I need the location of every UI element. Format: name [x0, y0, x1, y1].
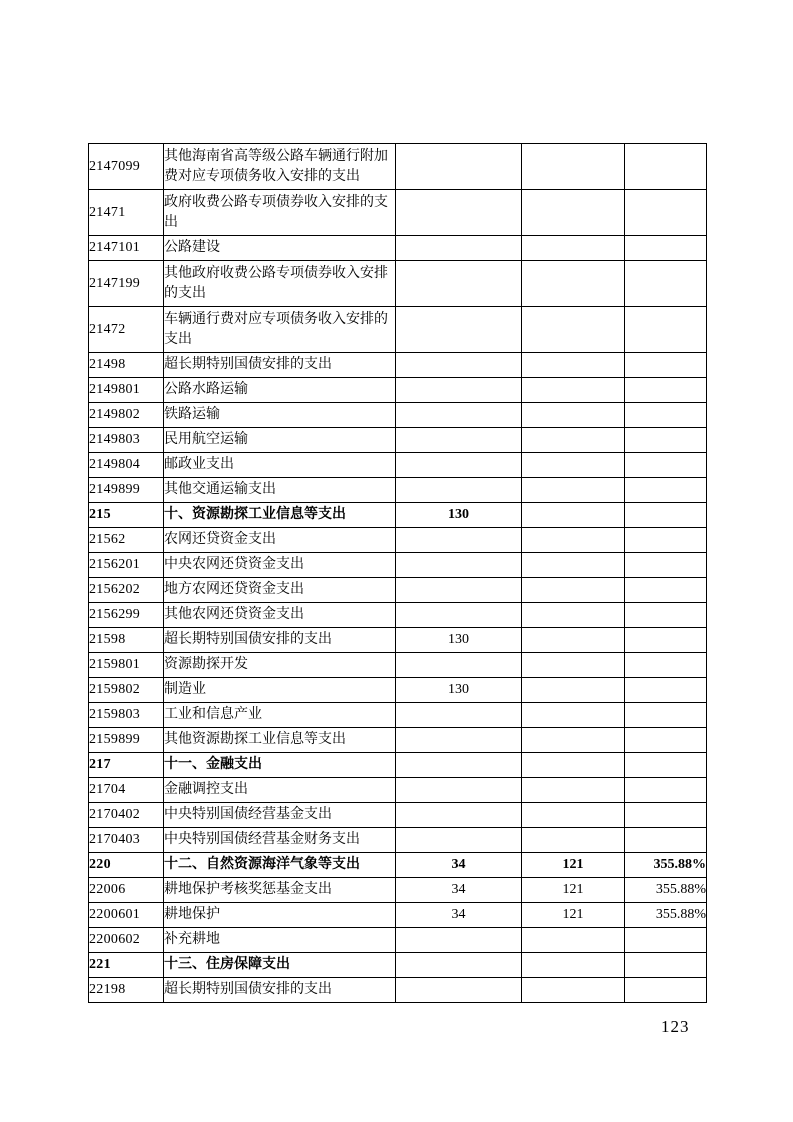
budget-table-body — [89, 144, 707, 1003]
percent-cell — [625, 528, 707, 553]
value1-cell — [396, 190, 522, 236]
description-cell: 十、资源勘探工业信息等支出 — [164, 503, 396, 528]
code-cell: 2147199 — [89, 261, 164, 307]
table-row — [89, 903, 707, 928]
table-row — [89, 261, 707, 307]
value2-cell — [522, 978, 625, 1003]
table-row — [89, 403, 707, 428]
value2-cell — [522, 353, 625, 378]
table-row — [89, 703, 707, 728]
code-cell: 21471 — [89, 190, 164, 236]
percent-cell — [625, 678, 707, 703]
value1-cell — [396, 478, 522, 503]
description-cell: 金融调控支出 — [164, 778, 396, 803]
value2-cell — [522, 778, 625, 803]
description-cell: 民用航空运输 — [164, 428, 396, 453]
description-cell: 耕地保护 — [164, 903, 396, 928]
percent-cell — [625, 503, 707, 528]
value1-cell — [396, 453, 522, 478]
percent-cell: 355.88% — [625, 853, 707, 878]
table-row — [89, 978, 707, 1003]
code-cell: 217 — [89, 753, 164, 778]
value2-cell: 121 — [522, 853, 625, 878]
value2-cell — [522, 828, 625, 853]
code-cell: 2147099 — [89, 144, 164, 190]
code-cell: 21472 — [89, 307, 164, 353]
code-cell: 2147101 — [89, 236, 164, 261]
code-cell: 2149804 — [89, 453, 164, 478]
description-cell: 其他农网还贷资金支出 — [164, 603, 396, 628]
percent-cell — [625, 236, 707, 261]
description-cell: 车辆通行费对应专项债务收入安排的支出 — [164, 307, 396, 353]
value1-cell: 130 — [396, 503, 522, 528]
description-cell: 中央特别国债经营基金财务支出 — [164, 828, 396, 853]
table-row — [89, 828, 707, 853]
value2-cell — [522, 653, 625, 678]
table-row — [89, 553, 707, 578]
description-cell: 工业和信息产业 — [164, 703, 396, 728]
value1-cell — [396, 603, 522, 628]
value1-cell — [396, 353, 522, 378]
code-cell: 2149899 — [89, 478, 164, 503]
value1-cell — [396, 828, 522, 853]
table-row — [89, 144, 707, 190]
percent-cell — [625, 453, 707, 478]
description-cell: 地方农网还贷资金支出 — [164, 578, 396, 603]
value2-cell — [522, 753, 625, 778]
percent-cell — [625, 978, 707, 1003]
value2-cell — [522, 728, 625, 753]
code-cell: 2159803 — [89, 703, 164, 728]
value1-cell: 34 — [396, 853, 522, 878]
description-cell: 补充耕地 — [164, 928, 396, 953]
description-cell: 超长期特别国债安排的支出 — [164, 628, 396, 653]
value1-cell — [396, 378, 522, 403]
value2-cell — [522, 307, 625, 353]
value2-cell — [522, 928, 625, 953]
value1-cell — [396, 236, 522, 261]
percent-cell — [625, 703, 707, 728]
percent-cell — [625, 728, 707, 753]
section-row — [89, 503, 707, 528]
value2-cell: 121 — [522, 903, 625, 928]
value2-cell — [522, 236, 625, 261]
code-cell: 2170403 — [89, 828, 164, 853]
description-cell: 耕地保护考核奖惩基金支出 — [164, 878, 396, 903]
budget-table — [88, 143, 707, 1003]
value2-cell — [522, 603, 625, 628]
table-row — [89, 603, 707, 628]
description-cell: 其他海南省高等级公路车辆通行附加费对应专项债务收入安排的支出 — [164, 144, 396, 190]
code-cell: 2149802 — [89, 403, 164, 428]
percent-cell — [625, 261, 707, 307]
percent-cell — [625, 478, 707, 503]
value1-cell — [396, 953, 522, 978]
section-row — [89, 953, 707, 978]
value1-cell — [396, 703, 522, 728]
code-cell: 21704 — [89, 778, 164, 803]
description-cell: 公路建设 — [164, 236, 396, 261]
description-cell: 公路水路运输 — [164, 378, 396, 403]
value1-cell — [396, 753, 522, 778]
page-number: 123 — [661, 1017, 690, 1036]
percent-cell — [625, 403, 707, 428]
value1-cell — [396, 928, 522, 953]
description-cell: 资源勘探开发 — [164, 653, 396, 678]
value2-cell — [522, 428, 625, 453]
value2-cell — [522, 703, 625, 728]
description-cell: 其他交通运输支出 — [164, 478, 396, 503]
value1-cell — [396, 553, 522, 578]
table-row — [89, 628, 707, 653]
table-row — [89, 878, 707, 903]
value2-cell — [522, 803, 625, 828]
description-cell: 中央农网还贷资金支出 — [164, 553, 396, 578]
percent-cell: 355.88% — [625, 878, 707, 903]
code-cell: 2156201 — [89, 553, 164, 578]
value1-cell — [396, 144, 522, 190]
code-cell: 2149801 — [89, 378, 164, 403]
percent-cell — [625, 953, 707, 978]
description-cell: 超长期特别国债安排的支出 — [164, 978, 396, 1003]
value2-cell — [522, 628, 625, 653]
percent-cell — [625, 928, 707, 953]
value1-cell — [396, 728, 522, 753]
description-cell: 邮政业支出 — [164, 453, 396, 478]
value1-cell — [396, 307, 522, 353]
percent-cell: 355.88% — [625, 903, 707, 928]
value1-cell — [396, 528, 522, 553]
code-cell: 21498 — [89, 353, 164, 378]
code-cell: 22006 — [89, 878, 164, 903]
value2-cell — [522, 144, 625, 190]
code-cell: 2200601 — [89, 903, 164, 928]
value2-cell — [522, 453, 625, 478]
percent-cell — [625, 190, 707, 236]
value1-cell: 130 — [396, 628, 522, 653]
table-row — [89, 528, 707, 553]
code-cell: 2156299 — [89, 603, 164, 628]
description-cell: 超长期特别国债安排的支出 — [164, 353, 396, 378]
value1-cell: 130 — [396, 678, 522, 703]
value2-cell — [522, 403, 625, 428]
percent-cell — [625, 828, 707, 853]
percent-cell — [625, 653, 707, 678]
description-cell: 中央特别国债经营基金支出 — [164, 803, 396, 828]
code-cell: 21598 — [89, 628, 164, 653]
value1-cell — [396, 261, 522, 307]
code-cell: 220 — [89, 853, 164, 878]
table-row — [89, 307, 707, 353]
value1-cell — [396, 778, 522, 803]
value1-cell — [396, 403, 522, 428]
code-cell: 22198 — [89, 978, 164, 1003]
value2-cell — [522, 190, 625, 236]
table-row — [89, 190, 707, 236]
description-cell: 十二、自然资源海洋气象等支出 — [164, 853, 396, 878]
description-cell: 其他政府收费公路专项债券收入安排的支出 — [164, 261, 396, 307]
code-cell: 21562 — [89, 528, 164, 553]
value2-cell — [522, 261, 625, 307]
description-cell: 农网还贷资金支出 — [164, 528, 396, 553]
value2-cell — [522, 678, 625, 703]
percent-cell — [625, 144, 707, 190]
code-cell: 2170402 — [89, 803, 164, 828]
table-row — [89, 928, 707, 953]
value1-cell: 34 — [396, 903, 522, 928]
value1-cell — [396, 653, 522, 678]
percent-cell — [625, 628, 707, 653]
code-cell: 215 — [89, 503, 164, 528]
table-row — [89, 478, 707, 503]
description-cell: 十三、住房保障支出 — [164, 953, 396, 978]
code-cell: 2149803 — [89, 428, 164, 453]
value2-cell — [522, 378, 625, 403]
code-cell: 221 — [89, 953, 164, 978]
percent-cell — [625, 803, 707, 828]
description-cell: 十一、金融支出 — [164, 753, 396, 778]
table-row — [89, 778, 707, 803]
code-cell: 2159801 — [89, 653, 164, 678]
percent-cell — [625, 353, 707, 378]
code-cell: 2156202 — [89, 578, 164, 603]
code-cell: 2200602 — [89, 928, 164, 953]
value2-cell — [522, 503, 625, 528]
section-row — [89, 753, 707, 778]
section-row — [89, 853, 707, 878]
table-row — [89, 803, 707, 828]
percent-cell — [625, 428, 707, 453]
code-cell: 2159899 — [89, 728, 164, 753]
value2-cell — [522, 478, 625, 503]
value2-cell — [522, 953, 625, 978]
percent-cell — [625, 603, 707, 628]
percent-cell — [625, 553, 707, 578]
table-row — [89, 353, 707, 378]
percent-cell — [625, 578, 707, 603]
table-row — [89, 378, 707, 403]
description-cell: 铁路运输 — [164, 403, 396, 428]
value1-cell: 34 — [396, 878, 522, 903]
value2-cell — [522, 553, 625, 578]
table-row — [89, 578, 707, 603]
value2-cell: 121 — [522, 878, 625, 903]
table-row — [89, 236, 707, 261]
description-cell: 政府收费公路专项债券收入安排的支出 — [164, 190, 396, 236]
value1-cell — [396, 803, 522, 828]
table-row — [89, 653, 707, 678]
value1-cell — [396, 978, 522, 1003]
description-cell: 其他资源勘探工业信息等支出 — [164, 728, 396, 753]
percent-cell — [625, 753, 707, 778]
percent-cell — [625, 778, 707, 803]
table-row — [89, 453, 707, 478]
table-row — [89, 728, 707, 753]
code-cell: 2159802 — [89, 678, 164, 703]
value1-cell — [396, 578, 522, 603]
value2-cell — [522, 578, 625, 603]
description-cell: 制造业 — [164, 678, 396, 703]
table-row — [89, 678, 707, 703]
value1-cell — [396, 428, 522, 453]
percent-cell — [625, 307, 707, 353]
table-row — [89, 428, 707, 453]
percent-cell — [625, 378, 707, 403]
value2-cell — [522, 528, 625, 553]
